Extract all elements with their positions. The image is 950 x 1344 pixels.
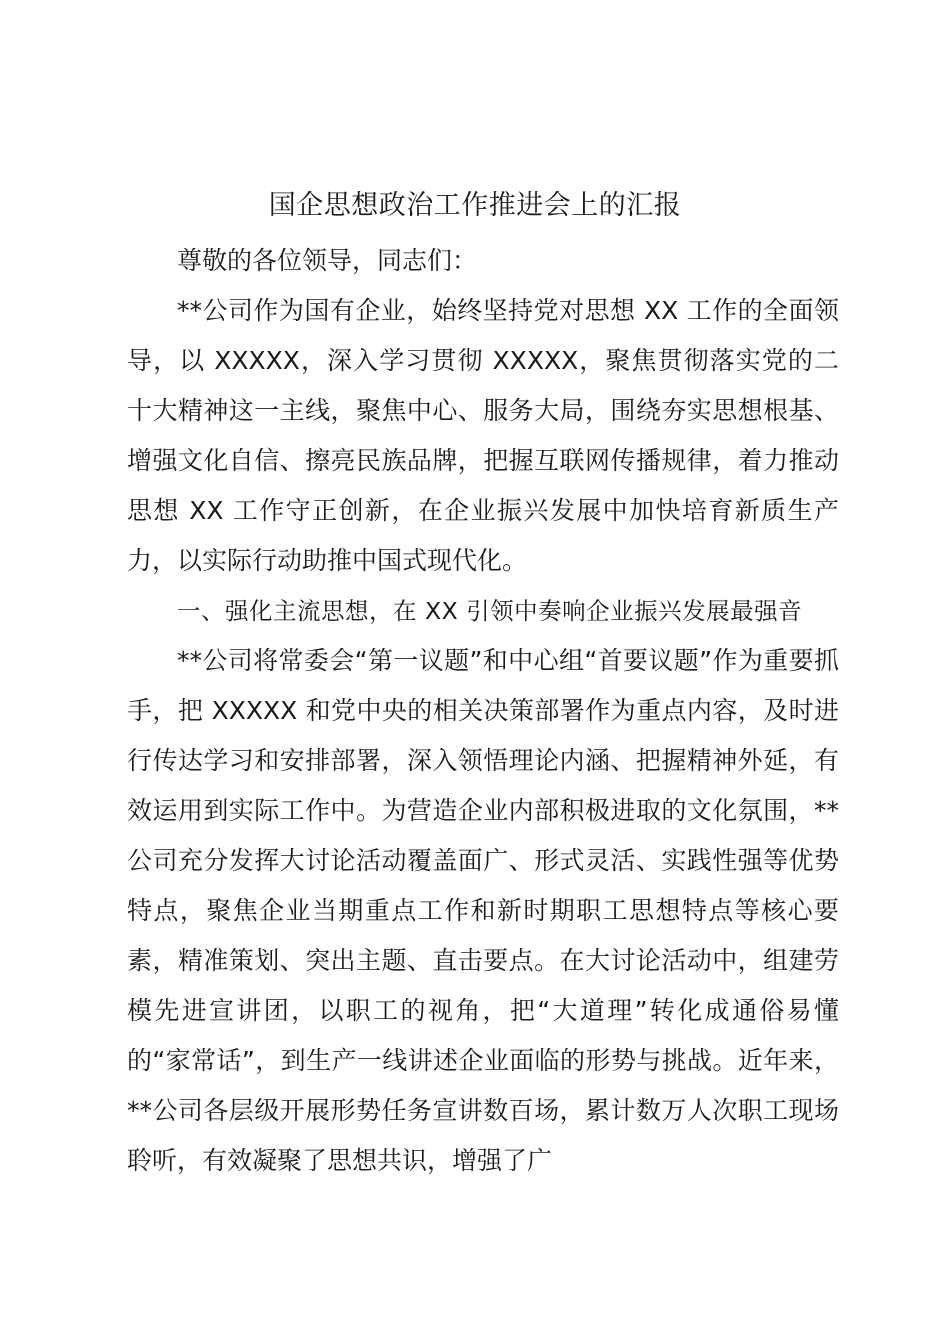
paragraph-section-1: **公司将常委会“第一议题”和中心组“首要议题”作为重要抓手，把 XXXXX 和党中央的相关决策部署作为重点内容，及时进行传达学习和安排部署，深入领悟理论内涵、把握精神外延，有效运用到实际工作中。为营造企业内部积极进取的文化氛围，**公司充分发挥大讨论活动覆盖面广、形式灵活、实践性强等优势特点，聚焦企业当期重点工作和新时期职工思想特点等核心要素，精准策划、突出主题、直击要点。在大讨论活动中，组建劳模先进宣讲团，以职工的视角，把“大道理”转化成通俗易懂的“家常话”，到生产一线讲述企业面临的形势与挑战。近年来，**公司各层级开展形势任务宣讲数百场，累计数万人次职工现场聆听，有效凝聚了思想共识，增强了广 [127,646,839,1175]
section-heading-1: 一、强化主流思想，在 XX 引领中奏响企业振兴发展最强音 [177,597,803,625]
salutation: 尊敬的各位领导，同志们： [177,246,478,275]
document-body [127,236,839,1186]
paragraph-intro: **公司作为国有企业，始终坚持党对思想 XX 工作的全面领导，以 XXXXX，深入学习贯彻 XXXXX，聚焦贯彻落实党的二十大精神这一主线，聚焦中心、服务大局，围绕夯实思想根基、增强文化自信、擦亮民族品牌，把握互联网传播规律，着力推动思想 XX 工作守正创新，在企业振兴发展中加快培育新质生产力，以实际行动助推中国式现代化。 [127,296,839,575]
document-title: 国企思想政治工作推进会上的汇报 [268,190,682,221]
